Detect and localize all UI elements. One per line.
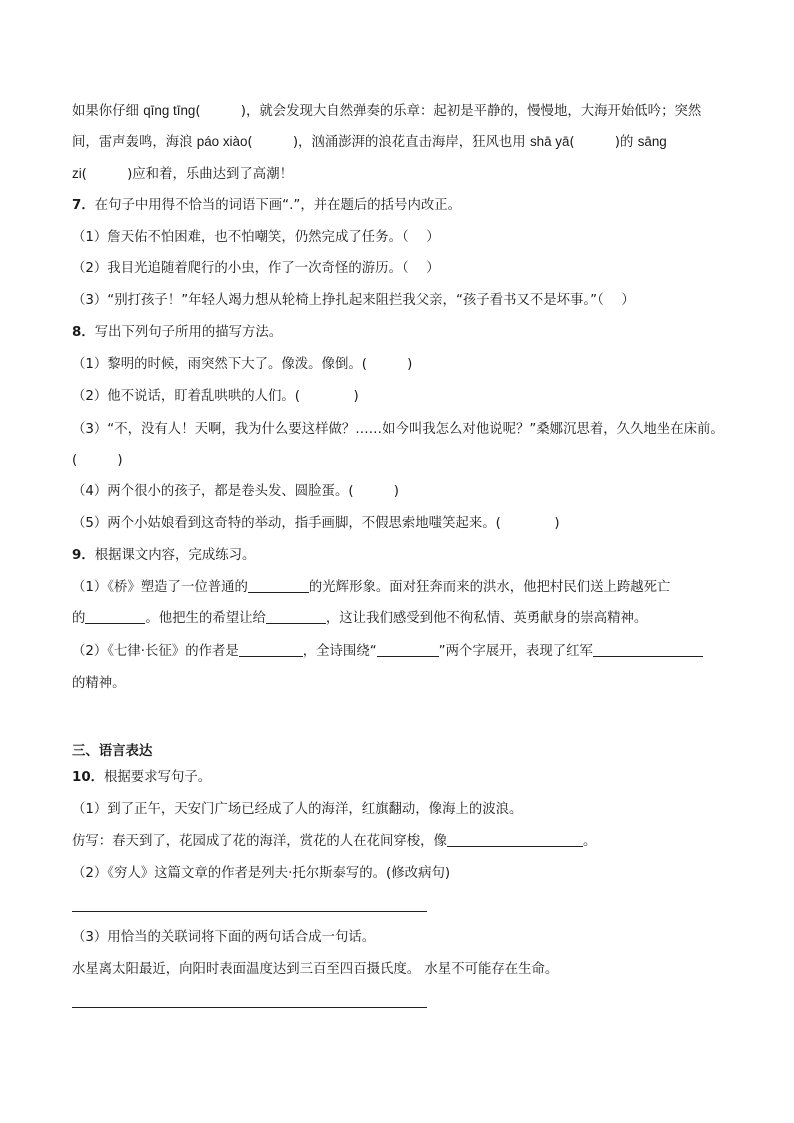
question-8-item: （3）“不，没有人！天啊，我为什么要这样做？……如今叫我怎么对他说呢？”桑娜沉思着，久久地坐在床前。 (72, 422, 724, 437)
question-8-item: （2）他不说话，盯着乱哄哄的人们。( ) (72, 389, 359, 404)
question-9-title (72, 546, 255, 566)
answer-line[interactable] (72, 1007, 427, 1008)
question-number: 7． (72, 198, 95, 213)
question-text: ，这让我们感受到他不徇私情、英勇献身的崇高精神。 (325, 611, 648, 626)
answer-line[interactable] (72, 911, 427, 912)
question-text: 根据课文内容，完成练习。 (94, 548, 256, 563)
question-number: 9． (72, 548, 95, 563)
question-text: 在句子中用得不恰当的词语下画“.”，并在题后的括号内改正。 (94, 198, 462, 213)
passage-line-3 (72, 164, 293, 185)
answer-blank[interactable] (266, 610, 326, 624)
question-10-imitation (72, 832, 596, 852)
passage-text: ( )，汹涌澎湃的浪花直击海岸，狂风也用 (247, 135, 530, 150)
passage-text: ( )应和着，乐曲达到了高潮！ (81, 167, 293, 182)
answer-blank[interactable] (85, 610, 145, 624)
question-10-fix-sentence: （2）《穷人》这篇文章的作者是列夫·托尔斯泰写的。(修改病句) (72, 866, 451, 881)
question-number: 8． (72, 325, 95, 340)
question-text: 的 (72, 611, 86, 626)
question-text: （2）《七律·长征》的作者是 (72, 644, 239, 659)
question-9-line-2 (72, 609, 647, 629)
question-7-item: （2）我目光追随着爬行的小虫，作了一次奇怪的游历。（ ） (72, 261, 440, 276)
pinyin: qīng tīng (143, 103, 196, 118)
answer-blank[interactable] (377, 643, 439, 657)
question-text: 写出下列句子所用的描写方法。 (94, 325, 283, 340)
answer-blank[interactable] (248, 579, 309, 593)
question-8-item: （4）两个很小的孩子，都是卷头发、圆脸蛋。( ) (72, 484, 399, 499)
question-7-item: （3）“别打孩子！”年轻人竭力想从轮椅上挣扎起来阻拦我父亲，“孩子看书又不是坏事。”（ ） (72, 293, 635, 308)
question-9-line-3 (72, 642, 703, 662)
question-10-title (72, 768, 211, 788)
question-7-title (72, 196, 461, 216)
question-text: 仿写：春天到了，花园成了花的海洋，赏花的人在花间穿梭，像 (72, 834, 447, 849)
question-text: 根据要求写句子。 (104, 770, 212, 785)
pinyin: páo xiào (196, 134, 248, 149)
question-text: 。他把生的希望让给 (145, 611, 266, 626)
pinyin: shā yā (529, 134, 570, 149)
question-text: 。 (582, 834, 597, 849)
question-10-combine: （3）用恰当的关联词将下面的两句话合成一句话。 (72, 930, 376, 945)
passage-text: 如果你仔细 (72, 104, 144, 119)
question-10-sentence: （1）到了正午，天安门广场已经成了人的海洋，红旗翻动，像海上的波浪。 (72, 802, 523, 817)
question-text: 的光辉形象。面对狂奔而来的洪水，他把村民们送上跨越死亡 (308, 580, 671, 595)
passage-text: ( )，就会发现大自然弹奏的乐章：起初是平静的，慢慢地，大海开始低吟；突然 (195, 104, 702, 119)
question-text: （1）《桥》塑造了一位普通的 (72, 580, 248, 595)
question-8-item: （5）两个小姑娘看到这奇特的举动，指手画脚，不假思索地嗤笑起来。( ) (72, 516, 560, 531)
question-text: ”两个字展开，表现了红军 (438, 644, 593, 659)
answer-blank[interactable] (447, 833, 583, 847)
passage-line-1 (72, 101, 701, 122)
question-text: ，全诗围绕“ (302, 644, 377, 659)
answer-blank[interactable] (239, 643, 303, 657)
question-9-line-1 (72, 578, 670, 598)
question-8-title (72, 323, 282, 343)
question-number: 10． (72, 770, 105, 785)
passage-text: 间，雷声轰鸣，海浪 (72, 135, 197, 150)
pinyin: zi (72, 166, 82, 181)
pinyin: sāng (637, 134, 667, 149)
question-7-item: （1）詹天佑不怕困难，也不怕嘲笑，仍然完成了任务。（ ） (72, 230, 440, 245)
answer-blank[interactable] (593, 643, 703, 657)
passage-text: ( )的 (569, 135, 638, 150)
section-heading: 三、语言表达 (72, 744, 153, 759)
question-8-item: （1）黎明的时候，雨突然下大了。像泼。像倒。( ) (72, 357, 413, 372)
question-8-item-blank: ( ) (72, 453, 123, 468)
passage-line-2 (72, 132, 667, 153)
question-9-line-4: 的精神。 (72, 676, 126, 691)
question-10-combine-text: 水星离太阳最近，向阳时表面温度达到三百至四百摄氏度。 水星不可能存在生命。 (72, 962, 559, 977)
